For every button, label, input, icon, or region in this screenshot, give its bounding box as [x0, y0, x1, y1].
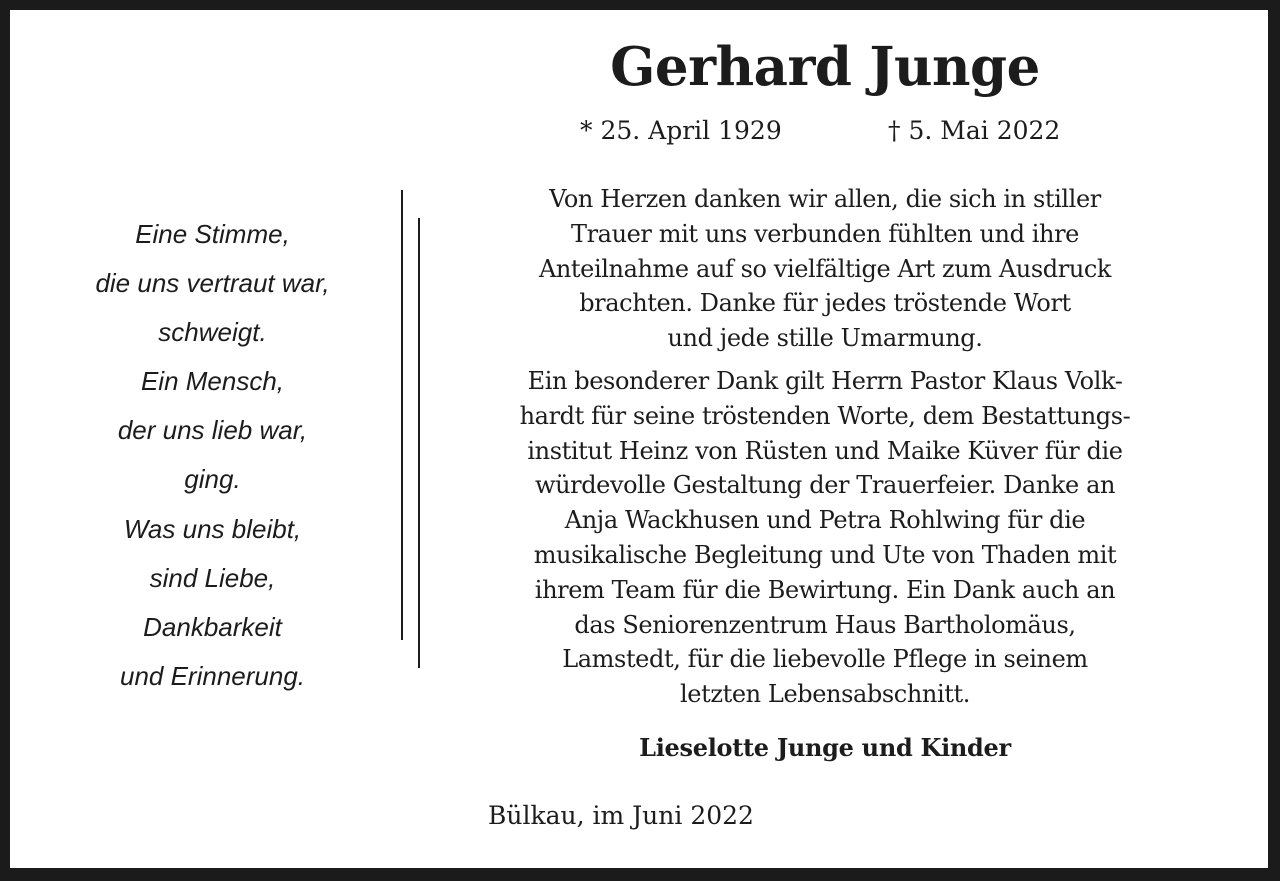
divider-line — [418, 218, 420, 668]
text-line: Lamstedt, für die liebevolle Pflege in seinem — [562, 645, 1088, 674]
poem-line: ging. — [184, 464, 241, 495]
memorial-poem — [50, 210, 375, 701]
poem-line: die uns vertraut war, — [95, 268, 330, 299]
birth-date: * 25. April 1929 — [580, 116, 782, 145]
obituary-notice — [10, 10, 1268, 868]
text-line: musikalische Begleitung und Ute von Thaden mit — [533, 540, 1117, 569]
text-line: Anja Wackhusen und Petra Rohlwing für die — [564, 506, 1086, 535]
text-line: hardt für seine tröstenden Worte, dem Bestattungs- — [519, 401, 1131, 430]
text-line: Ein besonderer Dank gilt Herrn Pastor Klaus Volk- — [527, 367, 1123, 395]
poem-line: Was uns bleibt, — [123, 513, 302, 544]
divider-line — [401, 190, 403, 640]
text-line: institut Heinz von Rüsten und Maike Küver für die — [527, 436, 1123, 465]
place-and-date: Bülkau, im Juni 2022 — [488, 801, 754, 830]
text-line: Anteilnahme auf so vielfältige Art zum Ausdruck — [538, 254, 1112, 283]
text-line: letzten Lebensabschnitt. — [680, 680, 970, 709]
poem-line: Ein Mensch, — [140, 366, 285, 397]
text-line: das Seniorenzentrum Haus Bartholomäus, — [574, 610, 1076, 639]
poem-line: schweigt. — [158, 317, 267, 348]
poem-line: der uns lieb war, — [117, 415, 308, 446]
text-line: ihrem Team für die Bewirtung. Ein Dank auch an — [534, 575, 1116, 604]
text-line: brachten. Danke für jedes tröstende Wort — [579, 289, 1071, 318]
text-line: Von Herzen danken wir allen, die sich in stiller — [549, 185, 1101, 213]
poem-line: sind Liebe, — [149, 562, 276, 593]
text-line: Trauer mit uns verbunden fühlten und ihre — [570, 219, 1079, 248]
thanks-paragraph — [453, 182, 1197, 356]
special-thanks-paragraph — [453, 364, 1197, 712]
text-line: und jede stille Umarmung. — [667, 324, 983, 353]
text-line: würdevolle Gestaltung der Trauerfeier. Danke an — [534, 471, 1116, 500]
poem-line: Eine Stimme, — [135, 219, 290, 249]
death-date: † 5. Mai 2022 — [888, 116, 1061, 145]
poem-line: und Erinnerung. — [119, 660, 306, 691]
poem-line: Dankbarkeit — [143, 611, 282, 642]
deceased-name: Gerhard Junge — [610, 36, 1040, 98]
family-signature: Lieselotte Junge und Kinder — [639, 733, 1011, 762]
